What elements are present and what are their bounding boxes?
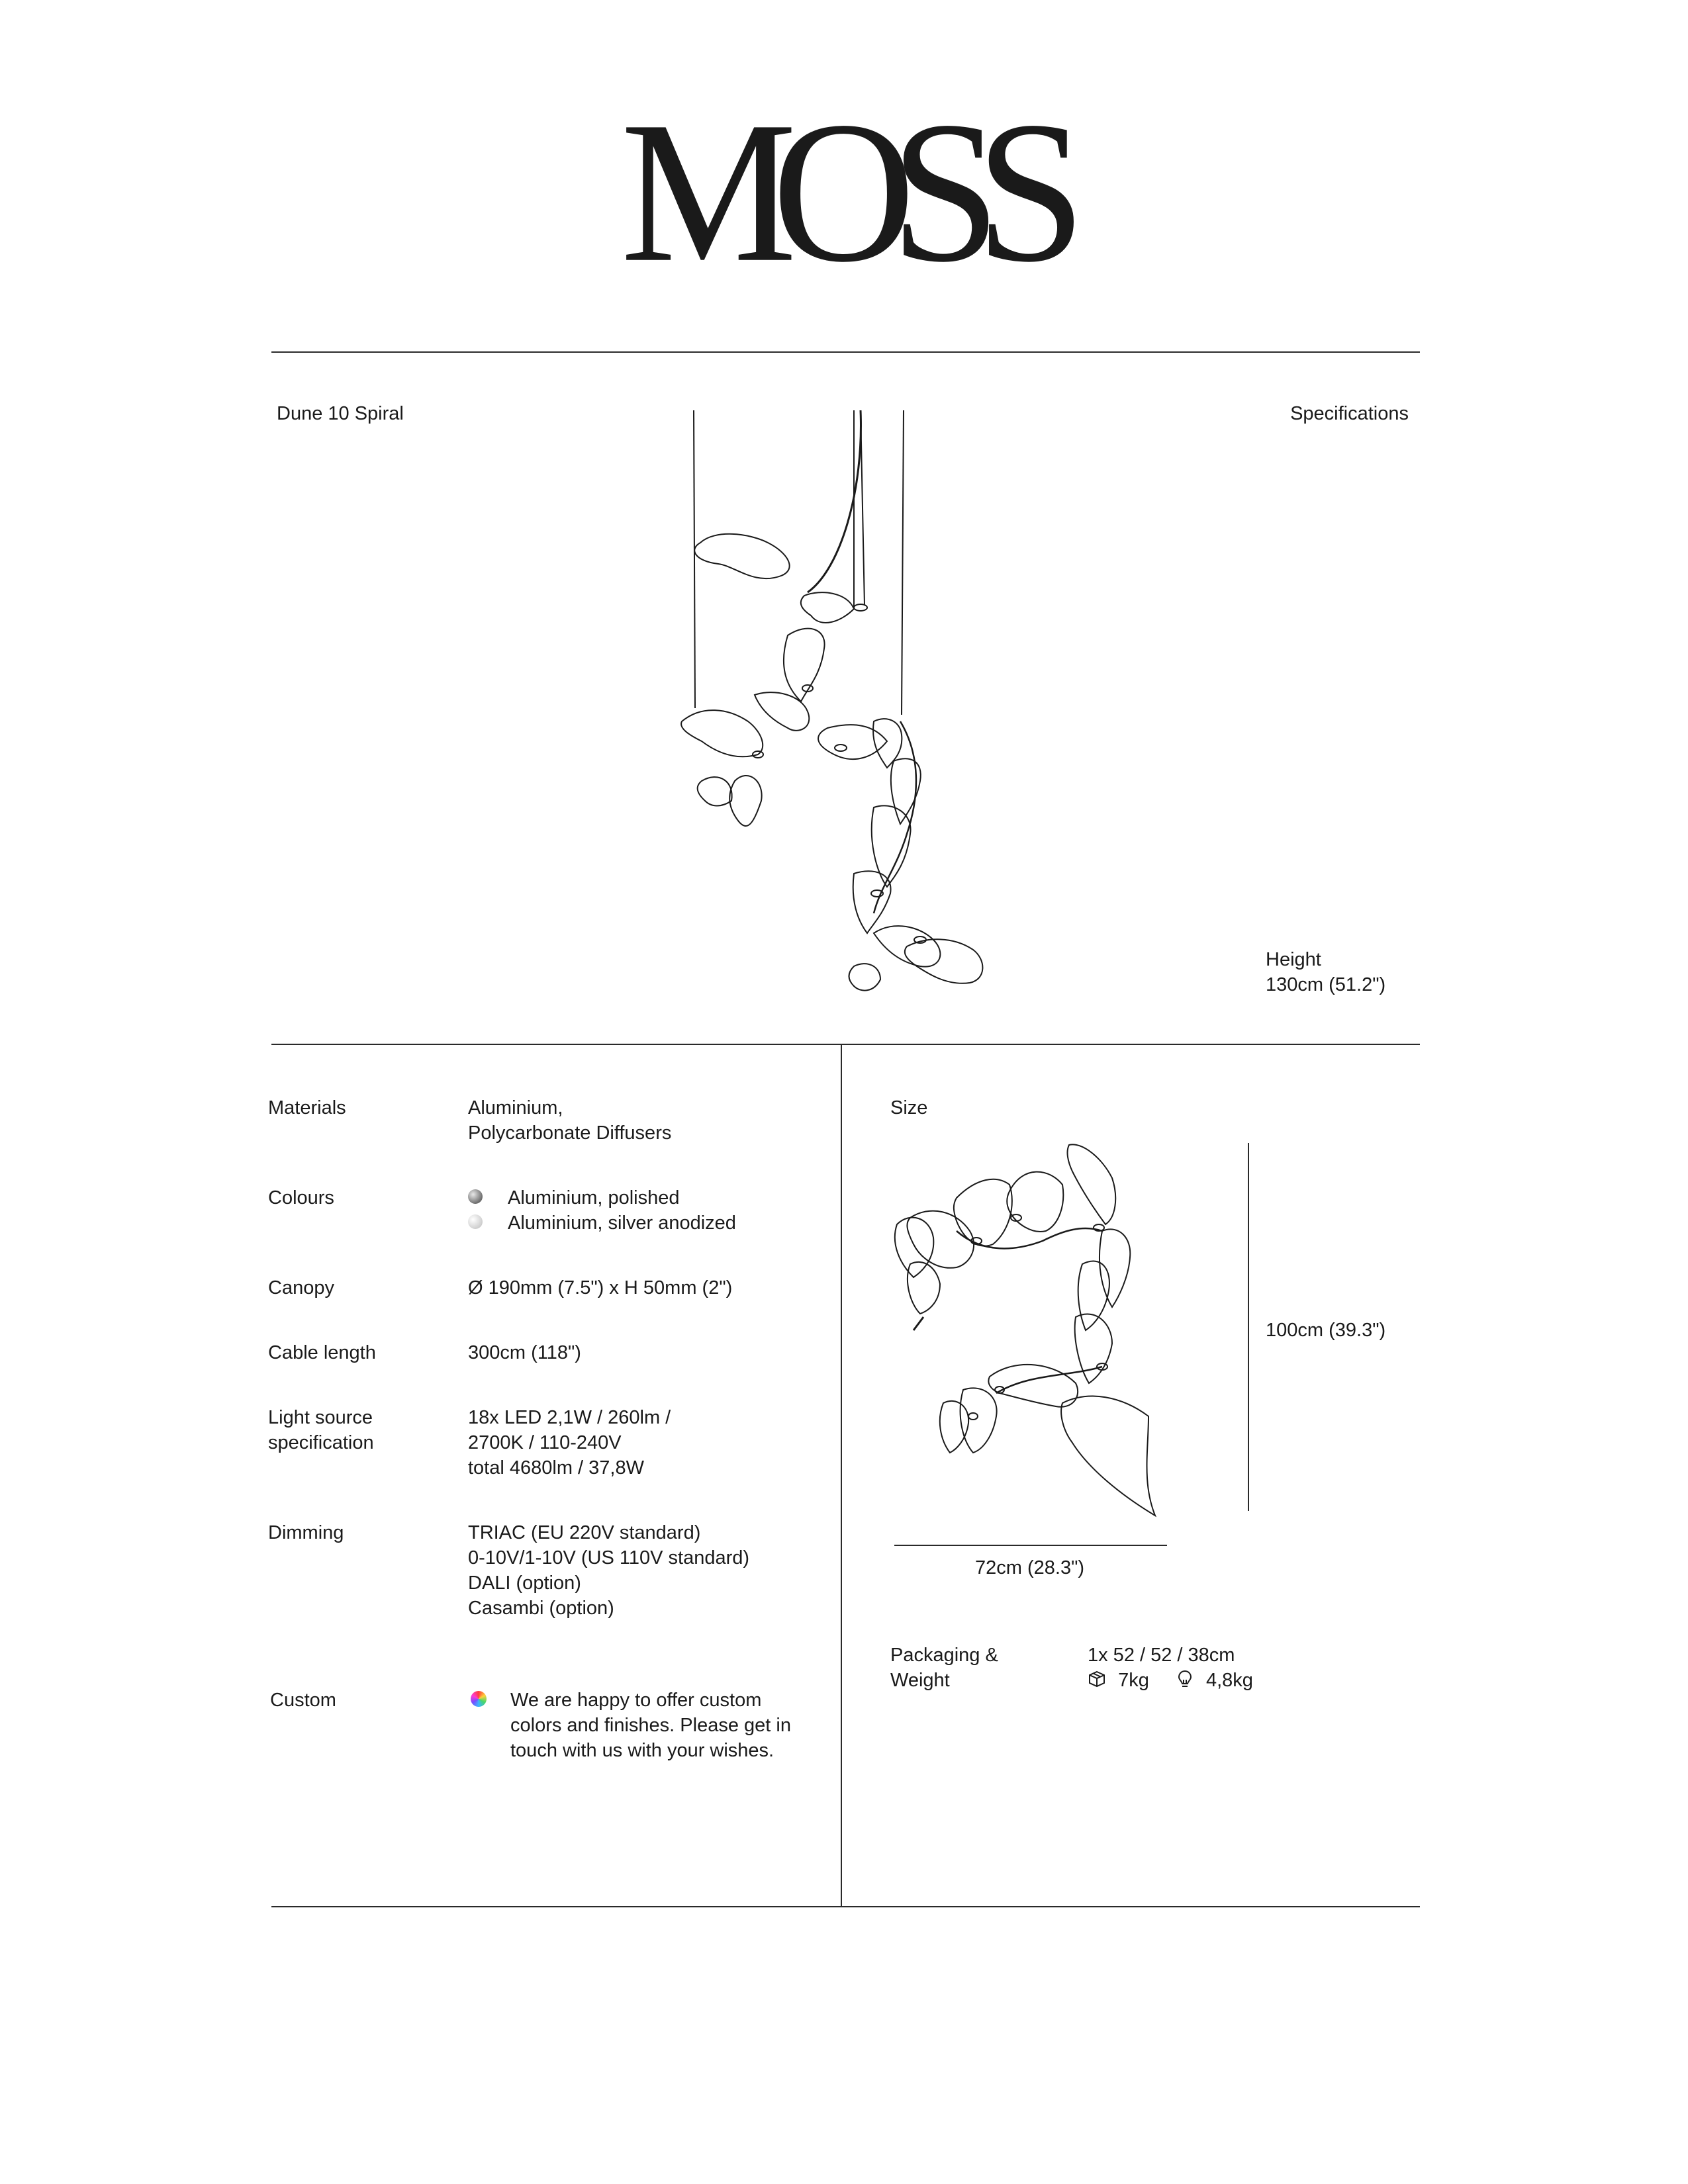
dimming-value-2: 0-10V/1-10V (US 110V standard) [468,1547,750,1569]
custom-text-2: colors and finishes. Please get in [510,1715,791,1736]
height-label: Height [1266,949,1321,970]
column-divider [841,1044,842,1907]
height-value: 130cm (51.2") [1266,974,1386,995]
top-divider [271,351,1420,353]
bottom-divider [271,1906,1420,1907]
light-source-value-3: total 4680lm / 37,8W [468,1457,644,1479]
size-width-value: 72cm (28.3") [975,1557,1085,1578]
size-label: Size [890,1097,928,1118]
materials-value-1: Aluminium, [468,1097,563,1118]
dimming-label: Dimming [268,1522,344,1543]
section-title: Specifications [1290,403,1409,424]
size-width-dimension-line [894,1545,1167,1546]
packaging-label-2: Weight [890,1670,950,1691]
materials-label: Materials [268,1097,346,1118]
custom-text-1: We are happy to offer custom [510,1690,762,1711]
custom-text-3: touch with us with your wishes. [510,1740,774,1761]
box-weight: 7kg [1118,1670,1149,1691]
packaging-dims: 1x 52 / 52 / 38cm [1088,1645,1235,1666]
materials-value-2: Polycarbonate Diffusers [468,1122,672,1144]
packaging-weights [1088,1668,1253,1693]
colour-option-polished [468,1185,680,1210]
color-wheel-icon [471,1691,487,1707]
canopy-value: Ø 190mm (7.5") x H 50mm (2") [468,1277,733,1298]
light-source-label-2: specification [268,1432,374,1453]
colours-label: Colours [268,1187,334,1208]
moss-logo [620,79,1061,304]
canopy-label: Canopy [268,1277,334,1298]
colour-option-label: Aluminium, polished [508,1187,680,1208]
light-source-value-1: 18x LED 2,1W / 260lm / [468,1407,671,1428]
polished-swatch-icon [468,1189,483,1204]
product-illustration-size [884,1138,1175,1522]
box-icon [1088,1670,1106,1688]
anodized-swatch-icon [468,1214,483,1229]
lamp-weight: 4,8kg [1205,1670,1253,1691]
colour-option-anodized [468,1210,736,1236]
dimming-value-4: Casambi (option) [468,1598,614,1619]
size-height-dimension-line [1248,1143,1249,1511]
colour-option-label: Aluminium, silver anodized [508,1212,736,1234]
size-height-value: 100cm (39.3") [1266,1320,1386,1341]
light-bulb-icon [1176,1669,1194,1689]
product-illustration-hanging [655,410,1053,993]
custom-label: Custom [270,1690,336,1711]
logo-wordmark: MOSS [620,79,1061,304]
light-source-value-2: 2700K / 110-240V [468,1432,622,1453]
packaging-label-1: Packaging & [890,1645,998,1666]
dimming-value-3: DALI (option) [468,1572,581,1594]
dimming-value-1: TRIAC (EU 220V standard) [468,1522,701,1543]
product-name: Dune 10 Spiral [277,403,404,424]
cable-length-label: Cable length [268,1342,376,1363]
light-source-label-1: Light source [268,1407,373,1428]
cable-length-value: 300cm (118") [468,1342,581,1363]
middle-divider [271,1044,1420,1045]
